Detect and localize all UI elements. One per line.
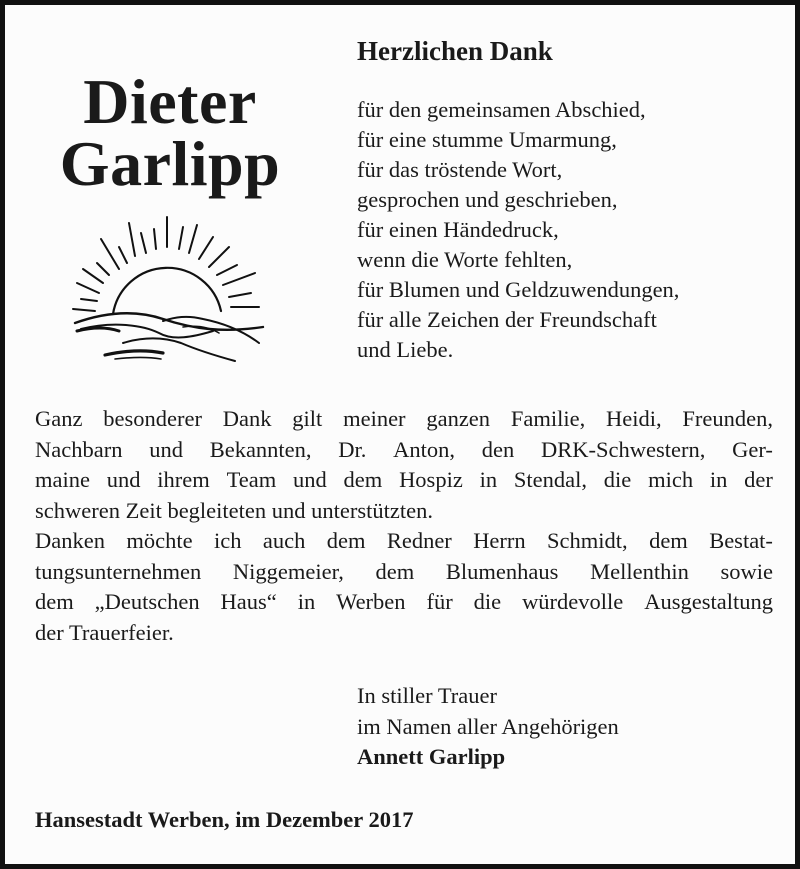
word: Stendal, (513, 467, 588, 492)
word: Hospiz (399, 467, 463, 492)
thanks-line: für eine stumme Umarmung, (357, 127, 617, 152)
word: ganzen (426, 406, 491, 431)
thanks-line: für einen Händedruck, (357, 217, 559, 242)
word: DRK-Schwestern, (541, 436, 706, 462)
body-line (35, 526, 773, 557)
body-line (35, 557, 773, 588)
name-first: Dieter (83, 66, 257, 137)
thanks-line: und Liebe. (357, 337, 454, 362)
word: möchte (126, 528, 193, 553)
word: gilt (292, 406, 323, 431)
closing-line: In stiller Trauer (357, 683, 497, 708)
word: maine (35, 467, 90, 492)
word: für (426, 589, 453, 614)
word: in (709, 467, 728, 492)
thanks-list (357, 95, 777, 365)
word: Mellenthin (590, 558, 689, 584)
word: tungsunternehmen (35, 558, 202, 584)
thanks-line: für Blumen und Geldzuwendungen, (357, 277, 680, 302)
closing-line: im Namen aller Angehörigen (357, 713, 619, 739)
word: dem (343, 467, 383, 492)
word: würdevolle (522, 589, 624, 614)
word: dem (649, 528, 688, 553)
body-line (35, 587, 773, 618)
word: die (603, 467, 632, 492)
word: in (479, 467, 498, 492)
word: dem (326, 528, 366, 553)
word: „Deutschen (94, 589, 200, 614)
body-line: schweren Zeit begleiteten und unterstützten. (35, 497, 433, 523)
word: mich (648, 467, 694, 492)
word: Dr. (338, 436, 367, 462)
word: dem (375, 558, 415, 584)
closing-block (357, 681, 619, 773)
word: Ganz (35, 406, 83, 431)
word: Dank (222, 406, 272, 431)
word: die (473, 589, 502, 614)
word: sowie (720, 558, 773, 584)
word: in (297, 589, 316, 614)
word: meiner (343, 406, 406, 431)
word: Heidi, (605, 406, 662, 431)
word: Freunden, (682, 406, 773, 431)
thanks-line: wenn die Worte fehlten, (357, 247, 573, 272)
word: und (293, 467, 327, 492)
word: Schmidt, (547, 528, 628, 553)
word: Werben (336, 589, 406, 614)
word: und (149, 436, 183, 462)
name-last: Garlipp (59, 128, 281, 199)
word: Danken (35, 528, 105, 553)
word: besonderer (103, 406, 202, 431)
word: Herrn (473, 528, 526, 553)
word: der (744, 467, 773, 492)
body-line: der Trauerfeier. (35, 619, 174, 645)
heading: Herzlichen Dank (357, 36, 553, 66)
word: den (481, 436, 515, 462)
word: Blumenhaus (445, 558, 559, 584)
word: ich (213, 528, 242, 553)
word: Ger- (732, 436, 773, 462)
word: und (106, 467, 141, 492)
thanks-line: für alle Zeichen der Freundschaft (357, 307, 657, 332)
place-and-date: Hansestadt Werben, im Dezember 2017 (35, 807, 414, 832)
word: Anton, (393, 436, 456, 462)
word: Bestat- (709, 528, 773, 553)
word: Bekannten, (209, 436, 312, 462)
word: auch (262, 528, 306, 553)
word: Familie, (510, 406, 586, 431)
thanks-line: für das tröstende Wort, (357, 157, 563, 182)
deceased-name (45, 66, 295, 199)
body-line (35, 404, 773, 435)
word: Haus“ (220, 589, 277, 614)
word: dem (35, 589, 74, 614)
word: Ausgestaltung (644, 589, 773, 614)
sunset-over-hills-icon (63, 209, 273, 379)
word: ihrem (157, 467, 210, 492)
body-paragraph (35, 404, 773, 648)
body-line (35, 435, 773, 466)
body-line (35, 465, 773, 496)
word: Team (226, 467, 277, 492)
word: Niggemeier, (232, 558, 344, 584)
thanks-line: gesprochen und geschrieben, (357, 187, 618, 212)
thanks-line: für den gemeinsamen Abschied, (357, 97, 646, 122)
word: Redner (386, 528, 452, 553)
signer-name: Annett Garlipp (357, 744, 506, 769)
word: Nachbarn (35, 436, 123, 462)
